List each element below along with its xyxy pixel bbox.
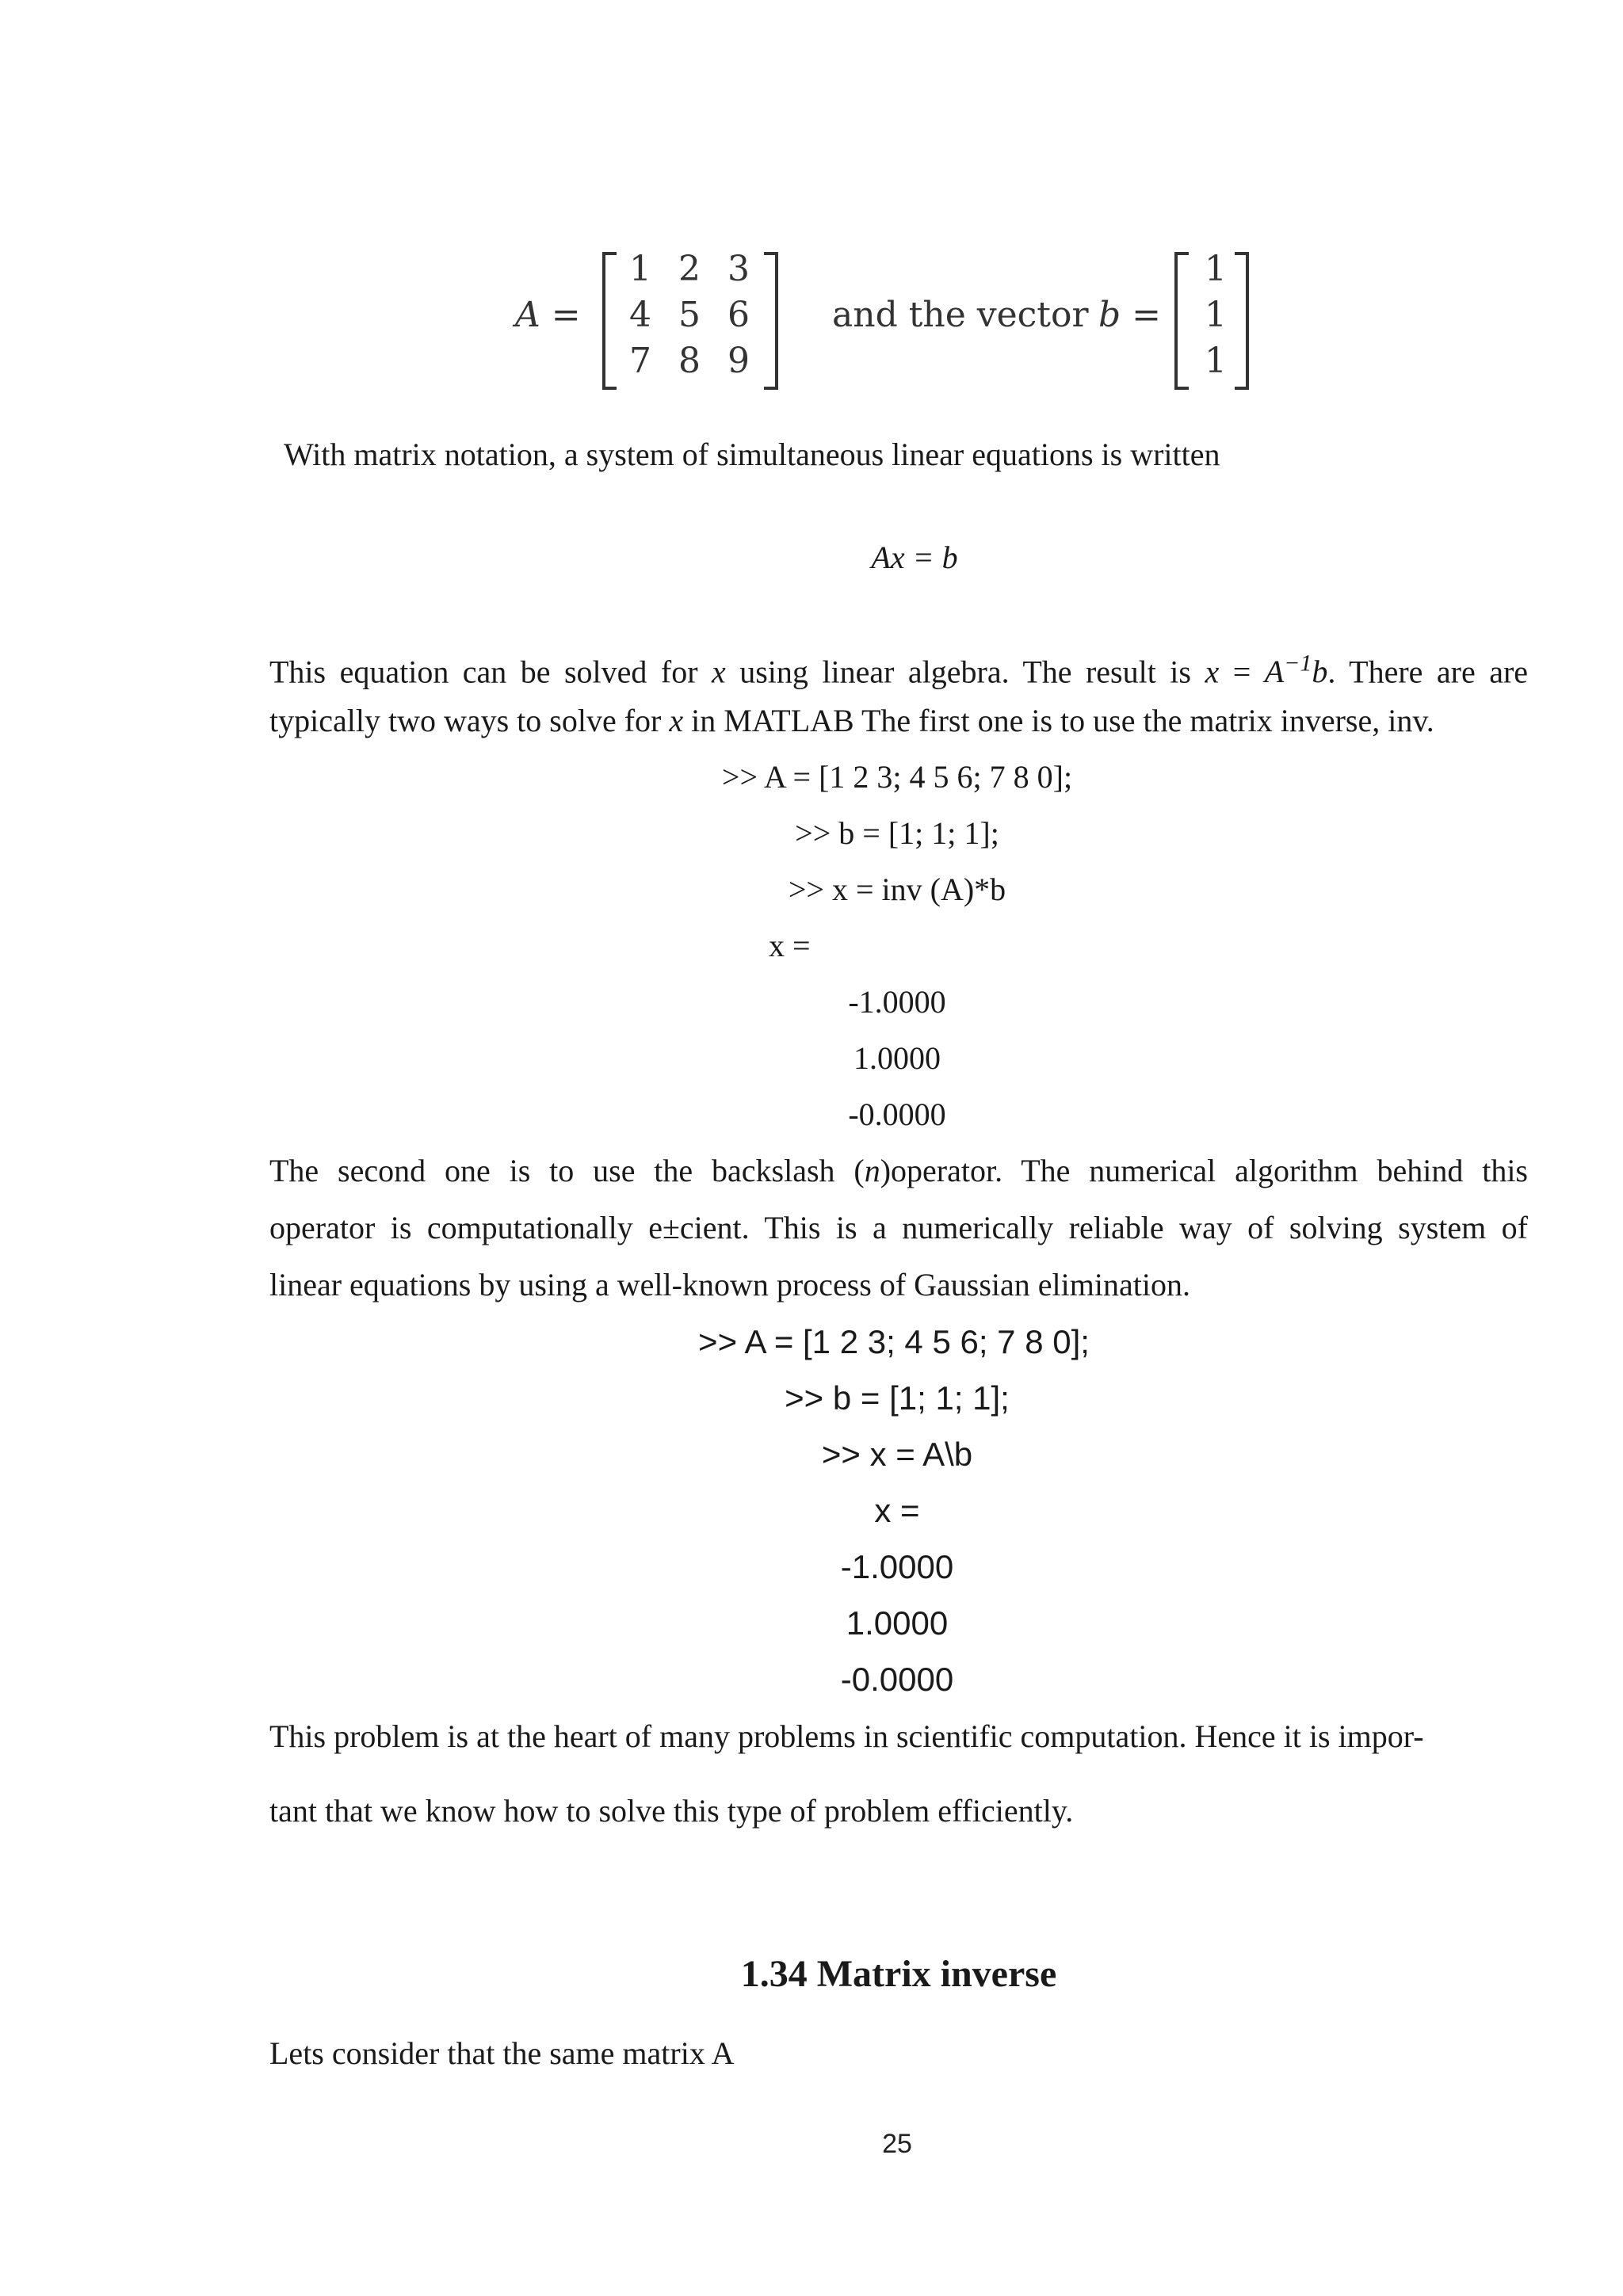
vector-b-label: b = <box>1098 295 1162 335</box>
code-line: >> A = [1 2 3; 4 5 6; 7 8 0]; <box>698 1323 1090 1360</box>
matrix-a-cell: 3 <box>727 249 750 289</box>
code-line: -0.0000 <box>848 1097 946 1132</box>
vector-b-cell: 1 <box>1205 341 1227 381</box>
intro-text: With matrix notation, a system of simultaneous linear equations is written <box>284 437 1220 472</box>
code-line: 1.0000 <box>854 1040 941 1076</box>
code-line: -0.0000 <box>840 1661 954 1698</box>
matrix-a-cell: 2 <box>678 249 701 289</box>
code-line: -1.0000 <box>840 1548 954 1585</box>
para2-line1: The second one is to use the backslash (n)operator. The numerical algorithm behind this <box>269 1153 1528 1188</box>
code-line: -1.0000 <box>848 984 946 1020</box>
vector-b-cell: 1 <box>1205 295 1227 335</box>
para1-line2: typically two ways to solve for x in MATLAB The first one is to use the matrix inverse, inv. <box>269 703 1434 738</box>
para2-line3: linear equations by using a well-known process of Gaussian elimination. <box>269 1267 1190 1302</box>
vector-b-left-bracket <box>1174 252 1189 390</box>
para3-line1: This problem is at the heart of many problems in scientific computation. Hence it is impor- <box>269 1718 1424 1754</box>
section-heading: 1.34 Matrix inverse <box>740 1953 1057 1995</box>
code-line: >> x = inv (A)*b <box>788 871 1006 907</box>
code-line: >> b = [1; 1; 1]; <box>785 1379 1010 1417</box>
matrix-a-left-bracket <box>602 252 617 390</box>
code-line: x = <box>769 928 811 963</box>
code-line: >> b = [1; 1; 1]; <box>795 815 999 851</box>
code-line: >> x = A\b <box>821 1436 973 1473</box>
para3-line2: tant that we know how to solve this type of problem efficiently. <box>269 1793 1074 1829</box>
code-line: x = <box>874 1492 920 1529</box>
code-line: 1.0000 <box>846 1604 949 1642</box>
code-line: >> A = [1 2 3; 4 5 6; 7 8 0]; <box>721 759 1073 795</box>
matrix-a-right-bracket <box>764 252 778 390</box>
matrix-a-cell: 5 <box>678 295 701 335</box>
matrix-a-cell: 8 <box>678 341 701 381</box>
matrix-a-cell: 7 <box>629 341 651 381</box>
matrix-a-cell: 1 <box>629 249 651 289</box>
para2-line2: operator is computationally e±cient. This is a numerically reliable way of solving system of <box>269 1210 1528 1245</box>
page-number: 25 <box>882 2129 912 2159</box>
equation-ax-b: Ax = b <box>871 540 958 575</box>
matrix-a-cell: 4 <box>629 295 651 335</box>
matrix-a-cell: 6 <box>727 295 750 335</box>
matrix-a-cell: 9 <box>727 341 750 381</box>
para1-line1: This equation can be solved for x using linear algebra. The result is $x = A^{-1}b$. There are are <box>269 650 1528 690</box>
matrix-connector-text: and the vector <box>832 295 1089 335</box>
matrix-a-label: A = <box>515 295 581 335</box>
para4-text: Lets consider that the same matrix A <box>269 2035 735 2071</box>
vector-b-cell: 1 <box>1205 249 1227 289</box>
